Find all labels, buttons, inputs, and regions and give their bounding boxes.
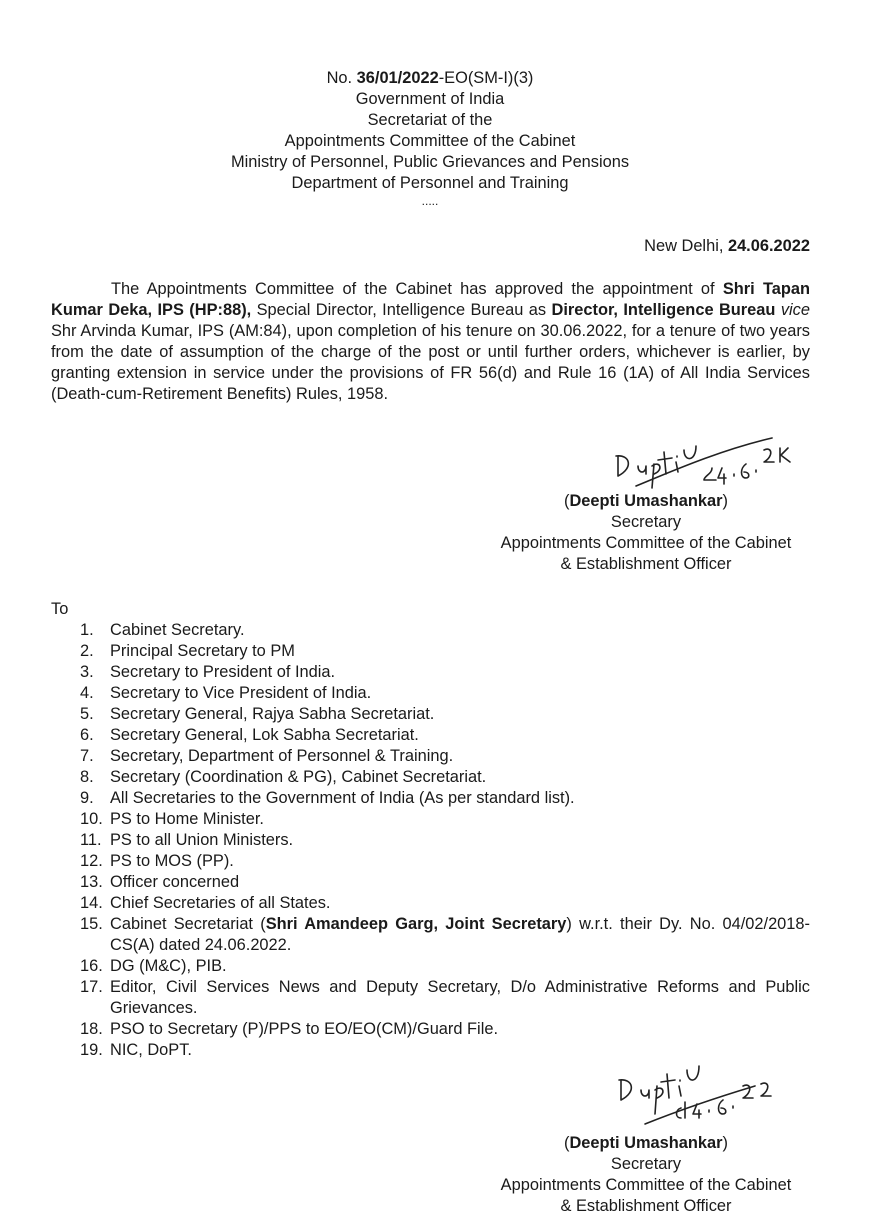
list-item: 1. Cabinet Secretary. [80, 621, 245, 639]
header-dots: ..... [421, 194, 439, 208]
handwritten-signature [600, 428, 800, 492]
list-item: 2. Principal Secretary to PM [80, 642, 295, 660]
signatory-title: Secretary [610, 513, 682, 531]
signatory-office: Appointments Committee of the Cabinet [500, 1176, 792, 1194]
signatory-designation: & Establishment Officer [560, 555, 732, 573]
list-item: 17. Editor, Civil Services News and Deputy Secretary, D/o Administrative Reforms and Public Grievances. [80, 978, 810, 1017]
list-item: 18. PSO to Secretary (P)/PPS to EO/EO(CM)/Guard File. [80, 1020, 499, 1038]
signature-block [470, 491, 822, 575]
list-item: 19. NIC, DoPT. [80, 1041, 192, 1059]
list-item: 4. Secretary to Vice President of India. [80, 684, 372, 702]
handwritten-signature [605, 1056, 795, 1128]
list-item: 3. Secretary to President of India. [80, 663, 336, 681]
file-number: No. 36/01/2022-EO(SM-I)(3) [326, 69, 534, 87]
header-line-committee: Appointments Committee of the Cabinet [284, 132, 576, 150]
signatory-name: (Deepti Umashankar) [564, 492, 728, 510]
to-label: To [51, 600, 69, 618]
header-line-government: Government of India [355, 90, 505, 108]
signatory-name: (Deepti Umashankar) [564, 1134, 728, 1152]
list-item: 12. PS to MOS (PP). [80, 852, 234, 870]
list-item: 7. Secretary, Department of Personnel & Training. [80, 747, 454, 765]
letter-header [0, 68, 860, 215]
list-item: 15. Cabinet Secretariat (Shri Amandeep Garg, Joint Secretary) w.r.t. their Dy. No. 04/02/2018-CS(A) dated 24.06.2022. [80, 915, 810, 954]
list-item: 6. Secretary General, Lok Sabha Secretariat. [80, 726, 419, 744]
signatory-office: Appointments Committee of the Cabinet [500, 534, 792, 552]
signatory-title: Secretary [610, 1155, 682, 1173]
list-item: 13. Officer concerned [80, 873, 240, 891]
list-item: 16. DG (M&C), PIB. [80, 957, 227, 975]
list-item: 9. All Secretaries to the Government of India (As per standard list). [80, 789, 575, 807]
list-item: 11. PS to all Union Ministers. [80, 831, 294, 849]
list-item: 10. PS to Home Minister. [80, 810, 264, 828]
list-item: 14. Chief Secretaries of all States. [80, 894, 331, 912]
header-line-secretariat: Secretariat of the [367, 111, 493, 129]
signatory-designation: & Establishment Officer [560, 1197, 732, 1215]
header-line-department: Department of Personnel and Training [291, 174, 569, 192]
header-line-ministry: Ministry of Personnel, Public Grievances and Pensions [230, 153, 630, 171]
order-paragraph: The Appointments Committee of the Cabinet has approved the appointment of Shri Tapan Kumar Deka, IPS (HP:88), Special Director, Intelligence Bureau as Director, Intelligence Bureau vice Shr Arvinda Kumar, IPS (AM:84), upon completion of his tenure on 30.06.2022, for a tenure of two years from the date of assumption of the charge of the post or until further orders, whichever is earlier, by granting extension in service under the provisions of FR 56(d) and Rule 16 (1A) of All India Services (Death-cum-Retirement Benefits) Rules, 1958. [51, 280, 810, 403]
date-line: New Delhi, 24.06.2022 [644, 237, 810, 255]
recipient-list [80, 620, 810, 1061]
list-item: 5. Secretary General, Rajya Sabha Secretariat. [80, 705, 435, 723]
signature-block [470, 1133, 822, 1217]
list-item: 8. Secretary (Coordination & PG), Cabinet Secretariat. [80, 768, 487, 786]
